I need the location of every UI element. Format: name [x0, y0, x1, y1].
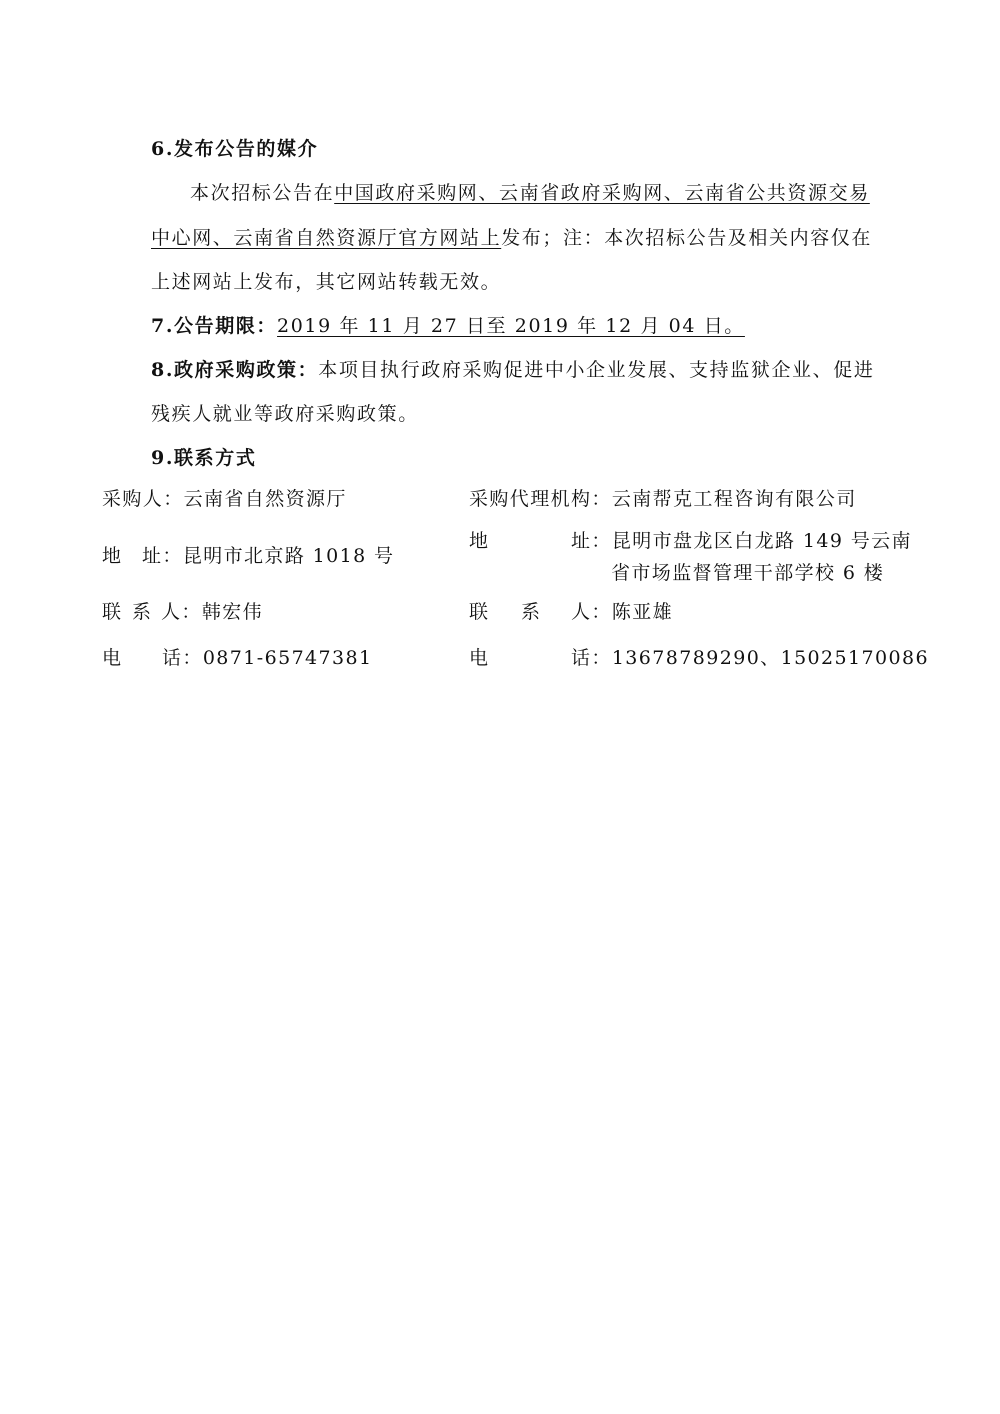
agency-address-line-1: 昆明市盘龙区白龙路 149 号云南 — [611, 530, 912, 552]
purchaser-contact-label-3: 人： — [161, 601, 202, 623]
section-8-text: 本项目执行政府采购促进中小企业发展、支持监狱企业、促进 — [318, 359, 875, 381]
agency-name: 云南帮克工程咨询有限公司 — [611, 488, 857, 510]
section-6-paragraph-line-3: 上述网站上发布，其它网站转载无效。 — [151, 271, 502, 293]
purchaser-phone-label-2: 话： — [162, 647, 203, 669]
section-6-paragraph-line-1 — [190, 181, 870, 205]
section-8-heading: 8.政府采购政策： — [151, 359, 319, 381]
purchaser-phone-row — [102, 646, 373, 670]
agency-name-row — [469, 487, 857, 511]
agency-label: 采购代理机构： — [469, 488, 612, 510]
agency-address-row — [571, 529, 912, 553]
agency-phone-label-2: 话： — [571, 647, 612, 669]
media-websites-underlined: 中国政府采购网、云南省政府采购网、云南省公共资源交易 — [334, 182, 870, 204]
agency-phone-label-1: 电 — [469, 647, 490, 669]
purchaser-contact: 韩宏伟 — [201, 601, 264, 623]
agency-contact-label-3: 人： — [571, 601, 612, 623]
purchaser-contact-label-1: 联 — [102, 601, 123, 623]
purchaser-address: 昆明市北京路 1018 号 — [182, 545, 395, 567]
purchaser-contact-label-2: 系 — [132, 601, 153, 623]
section-7-line — [151, 314, 745, 338]
agency-phone: 13678789290、15025170086 — [611, 647, 929, 669]
agency-phone-row — [469, 646, 929, 670]
purchaser-address-label-2: 址： — [142, 545, 183, 567]
section-6-paragraph-line-2 — [151, 226, 872, 250]
agency-address-line-2: 省市场监督管理干部学校 6 楼 — [611, 562, 885, 584]
section-6-heading: 6.发布公告的媒介 — [151, 138, 319, 160]
purchaser-name: 云南省自然资源厅 — [183, 488, 347, 510]
agency-contact: 陈亚雄 — [611, 601, 674, 623]
purchaser-address-row — [102, 544, 394, 568]
purchaser-name-row — [102, 487, 347, 511]
section-8-line-1 — [151, 358, 874, 382]
agency-address-label-1: 地 — [469, 530, 490, 552]
section-9-heading: 9.联系方式 — [151, 447, 257, 469]
purchaser-phone-label-1: 电 — [102, 647, 123, 669]
purchaser-label: 采购人： — [102, 488, 184, 510]
purchaser-phone: 0871-65747381 — [202, 647, 373, 669]
purchaser-address-label-1: 地 — [102, 545, 123, 567]
section-6-text: 本次招标公告在 — [190, 182, 335, 204]
section-8-line-2: 残疾人就业等政府采购政策。 — [151, 403, 419, 425]
agency-contact-label-2: 系 — [521, 601, 542, 623]
announcement-period: 2019 年 11 月 27 日至 2019 年 12 月 04 日。 — [277, 315, 745, 337]
section-7-heading: 7.公告期限： — [151, 315, 278, 337]
agency-address-label-2: 址： — [571, 530, 612, 552]
agency-contact-label-1: 联 — [469, 601, 490, 623]
purchaser-contact-row — [102, 600, 263, 624]
agency-contact-row — [469, 600, 673, 624]
section-6-note: 发布；注：本次招标公告及相关内容仅在 — [501, 227, 873, 249]
media-websites-underlined-continued: 中心网、云南省自然资源厅官方网站上 — [151, 227, 502, 249]
